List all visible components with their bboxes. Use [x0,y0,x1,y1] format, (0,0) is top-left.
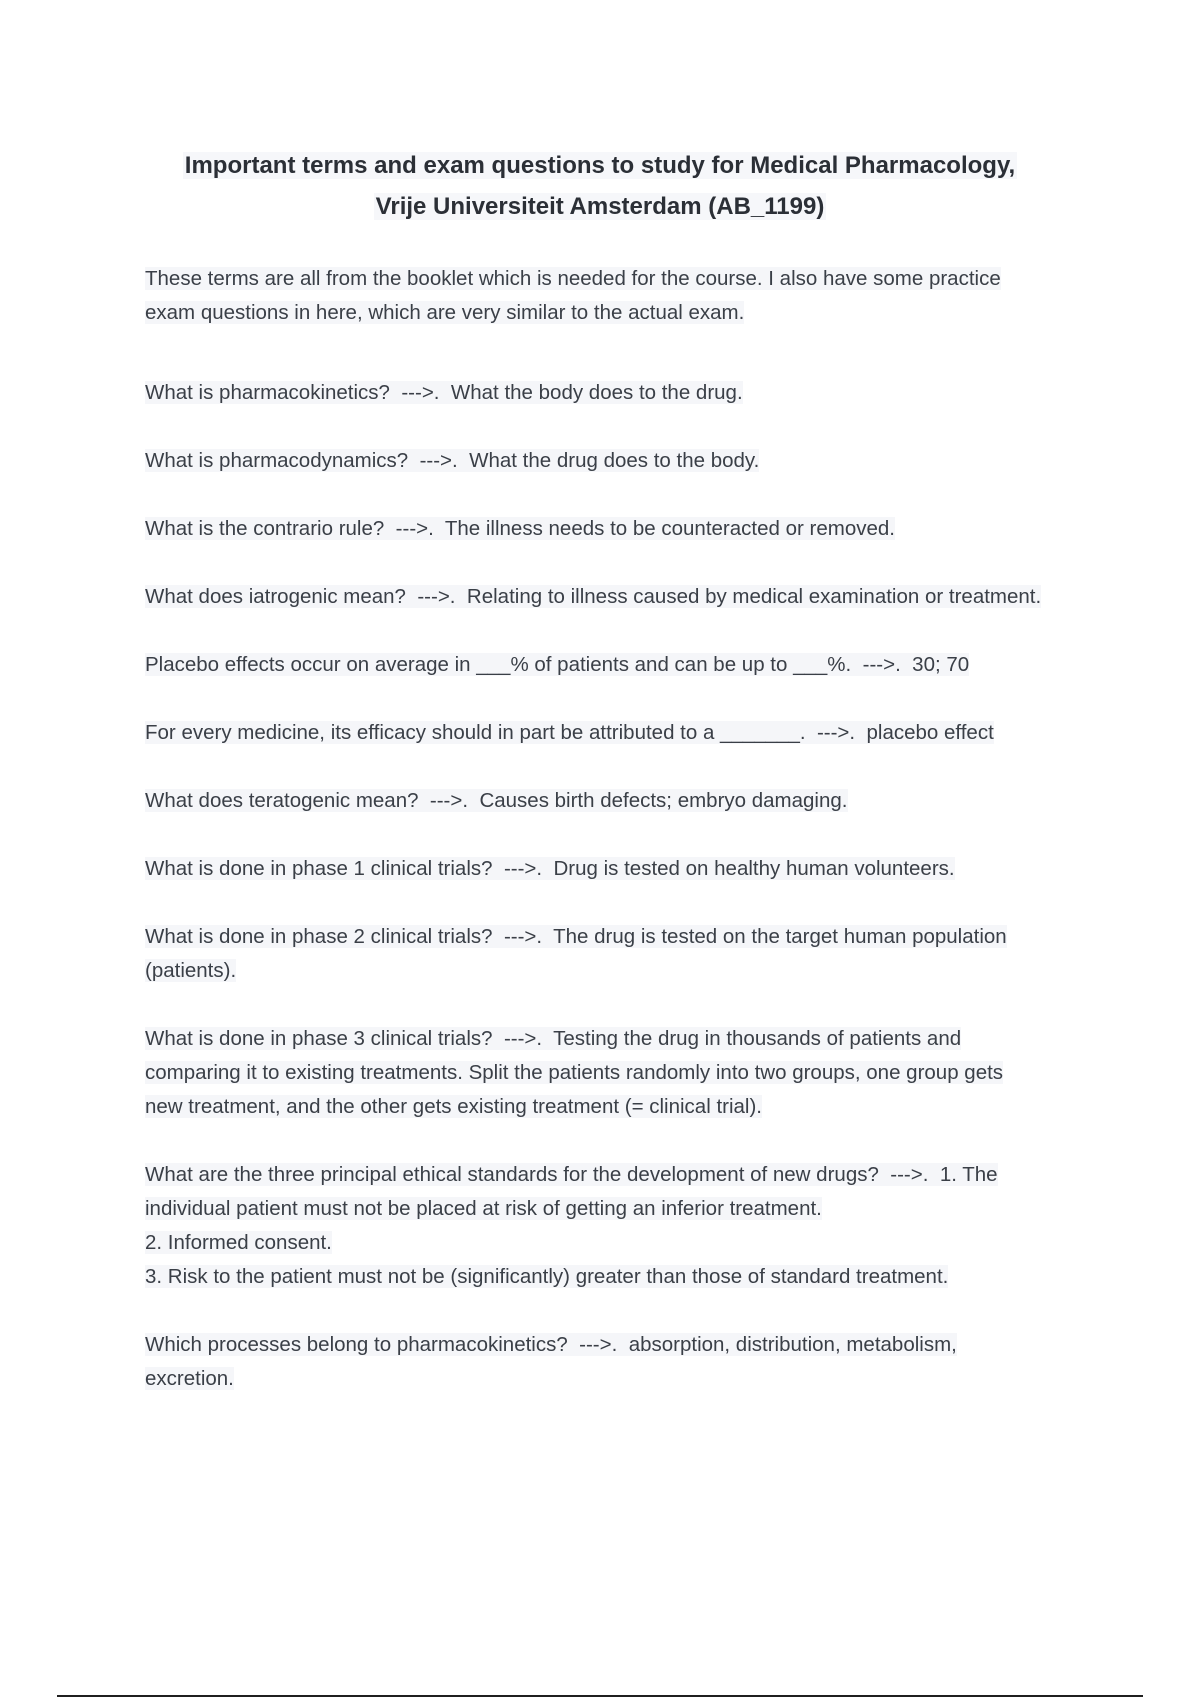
answer-text: Drug is tested on healthy human volunteers. [553,857,955,880]
question-text: What are the three principal ethical standards for the development of new drugs? [145,1163,879,1186]
question-text: What is the contrario rule? [145,517,385,540]
question-text: Which processes belong to pharmacokinetics? [145,1333,568,1356]
arrow-separator: --->. [567,1333,629,1356]
answer-text: Causes birth defects; embryo damaging. [479,789,848,812]
arrow-separator: --->. [389,381,451,404]
qa-item-10 [145,1022,1045,1124]
footer-divider [57,1695,1143,1697]
qa-item-9 [145,920,1045,988]
question-text: What is pharmacodynamics? [145,449,409,472]
answer-text: Testing the drug in thousands of patients and comparing it to existing treatments. Split the patients randomly into two groups, one group gets new treatment, and the other gets existing treatment (= clinical trial). [145,1027,1004,1118]
qa-item-7 [145,784,1045,818]
qa-item-12 [145,1328,1045,1396]
qa-item-3 [145,512,1045,546]
intro-text: These terms are all from the booklet which is needed for the course. I also have some practice exam questions in here, which are very similar to the actual exam. [145,267,1001,324]
arrow-separator: --->. [492,1027,554,1050]
arrow-separator: --->. [851,653,913,676]
arrow-separator: --->. [418,789,480,812]
question-text: What is done in phase 2 clinical trials? [145,925,493,948]
question-text: What does iatrogenic mean? [145,585,406,608]
arrow-separator: --->. [408,449,470,472]
qa-item-6 [145,716,1045,750]
document-body [145,262,1045,1430]
qa-item-11 [145,1158,1045,1294]
question-text: What is done in phase 1 clinical trials? [145,857,493,880]
arrow-separator: --->. [492,857,554,880]
question-text: What is pharmacokinetics? [145,381,390,404]
intro-paragraph [145,262,1045,330]
answer-text: What the drug does to the body. [469,449,760,472]
answer-text: placebo effect [866,721,994,744]
answer-text: The drug is tested on the target human population (patients). [145,925,1007,982]
title-line-1: Important terms and exam questions to study for Medical Pharmacology, [184,152,1016,179]
answer-text: What the body does to the drug. [450,381,743,404]
question-text: Placebo effects occur on average in ___% of patients and can be up to ___%. [145,653,852,676]
arrow-separator: --->. [384,517,445,540]
arrow-separator: --->. [878,1163,940,1186]
answer-list-item: 2. Informed consent. [145,1231,332,1254]
answer-text: 1. The individual patient must not be placed at risk of getting an inferior treatment. [145,1163,998,1220]
answer-list-item: 3. Risk to the patient must not be (significantly) greater than those of standard treatment. [145,1265,949,1288]
qa-item-5 [145,648,1045,682]
qa-item-8 [145,852,1045,886]
question-text: For every medicine, its efficacy should in part be attributed to a _______. [145,721,806,744]
qa-item-4 [145,580,1045,614]
arrow-separator: --->. [805,721,867,744]
answer-text: absorption, distribution, metabolism, excretion. [145,1333,957,1390]
qa-item-1 [145,376,1045,410]
document-title [150,145,1050,227]
qa-item-2 [145,444,1045,478]
answer-text: 30; 70 [912,653,970,676]
arrow-separator: --->. [405,585,467,608]
answer-text: Relating to illness caused by medical examination or treatment. [466,585,1042,608]
arrow-separator: --->. [492,925,554,948]
answer-text: The illness needs to be counteracted or removed. [444,517,895,540]
question-text: What does teratogenic mean? [145,789,419,812]
question-text: What is done in phase 3 clinical trials? [145,1027,493,1050]
title-line-2: Vrije Universiteit Amsterdam (AB_1199) [375,193,825,220]
